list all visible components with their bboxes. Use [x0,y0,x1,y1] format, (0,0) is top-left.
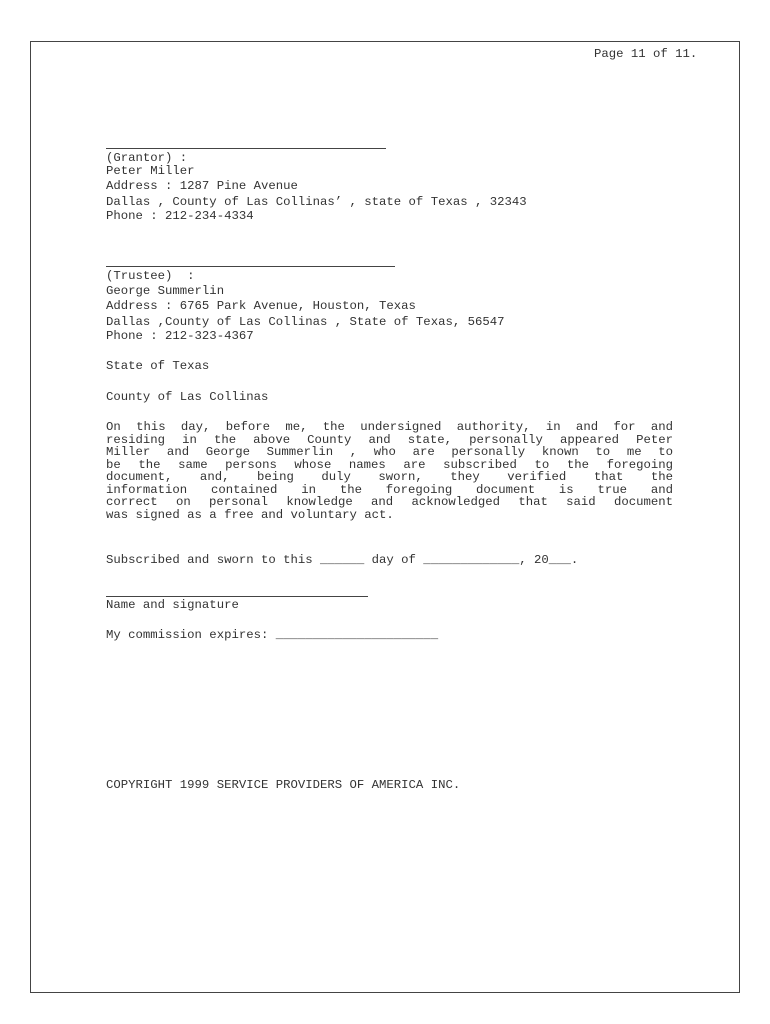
paragraph-line: information contained in the foregoing document is true and [106,482,673,497]
notary-signature-line [106,596,368,597]
grantor-role: (Grantor) : [106,151,188,165]
grantor-name: Peter Miller [106,164,195,178]
grantor-address: Address : 1287 Pine Avenue [106,179,298,193]
paragraph-line: was signed as a free and voluntary act. [106,507,394,522]
trustee-phone: Phone : 212-323-4367 [106,329,254,343]
paragraph-line: Miller and George Summerlin , who are personally known to me to [106,445,673,459]
commission-expires: My commission expires: ______________________ [106,628,439,642]
paragraph-line: be the same persons whose names are subscribed to the foregoing [106,457,673,472]
trustee-location: Dallas ,County of Las Collinas , State of Texas, 56547 [106,315,505,329]
document-page [30,41,740,993]
paragraph-line: residing in the above County and state, personally appeared Peter [106,432,673,447]
trustee-signature-line [106,266,395,267]
copyright-footer: COPYRIGHT 1999 SERVICE PROVIDERS OF AMERICA INC. [106,778,461,792]
paragraph-line: document, and, being duly sworn, they verified that the [106,470,673,484]
trustee-role: (Trustee) : [106,269,195,283]
subscribed-sworn-line: Subscribed and sworn to this ______ day of _____________, 20___. [106,553,579,567]
notary-state: State of Texas [106,359,210,373]
acknowledgment-paragraph [106,421,673,521]
signature-label: Name and signature [106,598,239,612]
notary-county: County of Las Collinas [106,390,269,404]
trustee-name: George Summerlin [106,284,225,298]
grantor-signature-line [106,148,386,149]
paragraph-line: correct on personal knowledge and acknowledged that said document [106,495,673,509]
page-indicator: Page 11 of 11. [594,47,698,61]
grantor-phone: Phone : 212-234-4334 [106,209,254,223]
grantor-location: Dallas , County of Las Collinas’ , state of Texas , 32343 [106,195,527,209]
paragraph-line: On this day, before me, the undersigned authority, in and for and [106,420,673,434]
trustee-address: Address : 6765 Park Avenue, Houston, Texas [106,299,416,313]
